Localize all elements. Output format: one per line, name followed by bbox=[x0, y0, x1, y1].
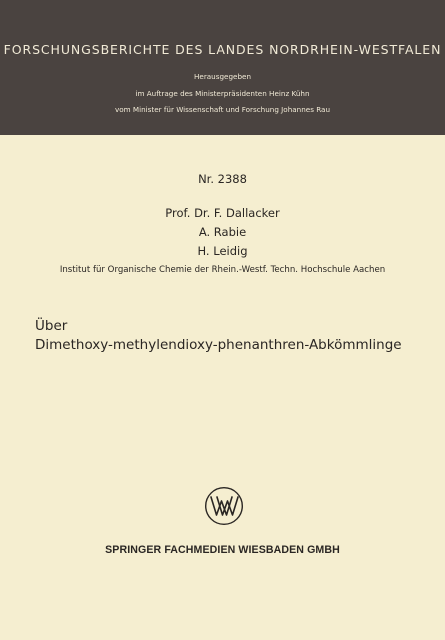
institute: Institut für Organische Chemie der Rhein.-Westf. Techn. Hochschule Aachen bbox=[59, 265, 386, 275]
book-title-line-2: Dimethoxy-methylendioxy-phenanthren-Abkömmlinge bbox=[35, 337, 402, 353]
commissioned-by: im Auftrage des Ministerpräsidenten Heinz Kühn bbox=[135, 89, 310, 98]
author-3: H. Leidig bbox=[197, 244, 248, 258]
editor-note: Herausgegeben bbox=[194, 72, 251, 81]
author-1: Prof. Dr. F. Dallacker bbox=[165, 206, 280, 220]
publisher-name: SPRINGER FACHMEDIEN WIESBADEN GMBH bbox=[105, 544, 340, 556]
springer-vw-logo-icon bbox=[204, 486, 244, 526]
series-header bbox=[0, 0, 445, 135]
book-title-line-1: Über bbox=[35, 318, 68, 334]
report-number: Nr. 2388 bbox=[198, 172, 247, 186]
series-title: FORSCHUNGSBERICHTE DES LANDES NORDRHEIN-WESTFALEN bbox=[3, 42, 442, 57]
issued-by-minister: vom Minister für Wissenschaft und Forschung Johannes Rau bbox=[114, 105, 331, 114]
author-2: A. Rabie bbox=[198, 225, 247, 239]
